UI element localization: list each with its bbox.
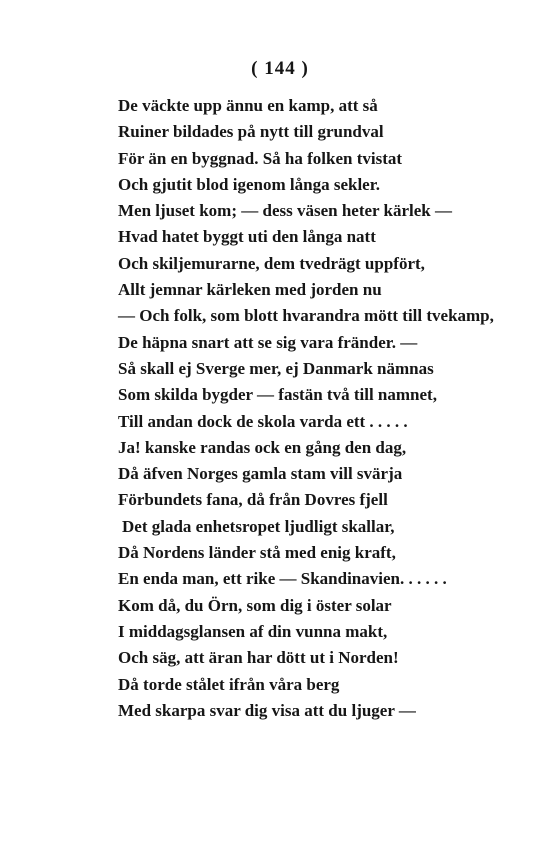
poem-line: Då Nordens länder stå med enig kraft, <box>118 543 396 563</box>
poem-line: De häpna snart att se sig vara fränder. — <box>118 332 418 352</box>
poem-line: Ruiner bildades på nytt till grundval <box>118 122 384 142</box>
poem-line: Och skiljemurarne, dem tvedrägt uppfört, <box>118 253 425 273</box>
poem-line: Då torde stålet ifrån våra berg <box>118 674 340 694</box>
page-number: ( 144 ) <box>251 58 309 79</box>
poem-line: För än en byggnad. Så ha folken tvistat <box>118 148 403 168</box>
poem-line: Som skilda bygder — fastän två till namnet, <box>118 385 437 405</box>
poem-line: Ja! kanske randas ock en gång den dag, <box>118 437 407 457</box>
poem-line: Men ljuset kom; — dess väsen heter kärlek — <box>118 201 452 221</box>
poem-line: En enda man, ett rike — Skandinavien. . . . . . <box>118 569 447 589</box>
poem-line: Allt jemnar kärleken med jorden nu <box>118 280 382 300</box>
poem-line: I middagsglansen af din vunna makt, <box>118 621 388 641</box>
poem-line: Så skall ej Sverge mer, ej Danmark nämnas <box>118 358 434 378</box>
poem-line: Förbundets fana, då från Dovres fjell <box>118 490 388 510</box>
poem-line: Till andan dock de skola varda ett . . . . . <box>118 411 408 431</box>
poem-line: Och gjutit blod igenom långa sekler. <box>118 174 380 194</box>
poem-line: Då äfven Norges gamla stam vill svärja <box>118 464 403 484</box>
poem-line: De väckte upp ännu en kamp, att så <box>118 96 378 115</box>
poem-text <box>118 93 494 724</box>
poem-line: Hvad hatet byggt uti den långa natt <box>118 227 376 247</box>
poem-line: Kom då, du Örn, som dig i öster solar <box>118 595 392 615</box>
poem-line: Med skarpa svar dig visa att du ljuger — <box>118 700 416 720</box>
poem-line: Och säg, att äran har dött ut i Norden! <box>118 648 399 668</box>
poem-line: — Och folk, som blott hvarandra mött till tvekamp, <box>118 306 494 326</box>
poem-line: Det glada enhetsropet ljudligt skallar, <box>122 516 395 536</box>
